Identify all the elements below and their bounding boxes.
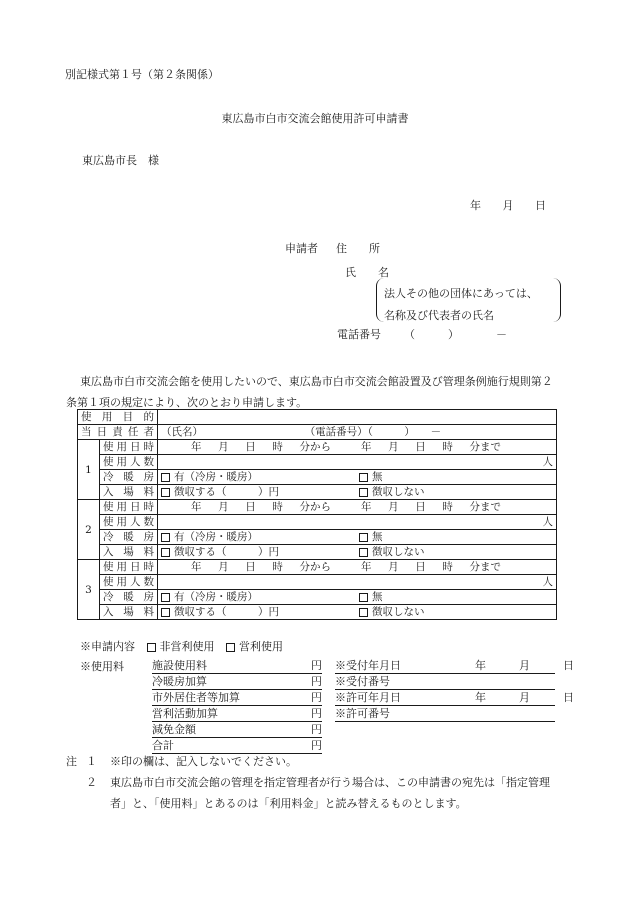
fee-item-label: 減免金額 [152, 723, 196, 736]
fee-unit: 円 [311, 707, 322, 720]
slot-3-datetime-field[interactable] [158, 560, 557, 575]
slot-1-hvac-row [78, 470, 557, 485]
slot-1-from-unit: 分から [299, 441, 331, 453]
slot-2-hvac-row [78, 530, 557, 545]
hvac-no-checkbox[interactable] [359, 533, 368, 542]
fee-unit: 円 [311, 675, 322, 688]
use-people-label: 使用人数 [100, 455, 158, 470]
hvac-no-label: 無 [372, 531, 383, 543]
permit-date-row [335, 690, 574, 706]
slot-3-hvac-row [78, 590, 557, 605]
fee-none-checkbox[interactable] [359, 548, 368, 557]
note-2 [66, 772, 562, 814]
fee-unit: 円 [311, 691, 322, 704]
received-no-label: ※受付番号 [335, 675, 390, 688]
nonprofit-checkbox[interactable] [147, 643, 156, 652]
slot-1-datetime-row [78, 440, 557, 455]
fee-item-label: 施設使用料 [152, 659, 207, 672]
corp-note-line2: 名称及び代表者の氏名 [384, 309, 494, 322]
fee-collect-checkbox[interactable] [161, 548, 170, 557]
use-datetime-label: 使用日時 [100, 440, 158, 455]
slot-3-from-unit: 日 [245, 561, 256, 573]
hvac-label: 冷暖房 [100, 470, 158, 485]
fee-none-checkbox[interactable] [359, 608, 368, 617]
slot-2-from-unit: 分から [299, 501, 331, 513]
slot-2-to-unit: 分まで [469, 501, 501, 513]
manager-phone-label: （電話番号）（ ） － [304, 426, 442, 438]
hvac-no-label: 無 [372, 471, 383, 483]
fee-collect-label: 徴収する（ ）円 [174, 546, 279, 558]
fee-item-label: 市外居住者等加算 [152, 691, 240, 704]
slot-3-from-unit: 月 [218, 561, 229, 573]
slot-3-people-field[interactable]: 人 [158, 575, 557, 590]
form-number: 別記様式第１号（第２条関係） [65, 68, 219, 81]
slot-2-from [161, 500, 331, 514]
note-2-number: ２ [86, 776, 97, 789]
slot-2-people-field[interactable]: 人 [158, 515, 557, 530]
purpose-label: 使用目的 [78, 410, 158, 425]
hvac-no-checkbox[interactable] [359, 473, 368, 482]
manager-name-label: （氏名） [161, 426, 203, 438]
fee-row [152, 674, 322, 690]
slot-2-fee-row [78, 545, 557, 560]
application-table [77, 409, 557, 620]
permit-date-label: ※許可年月日 [335, 691, 401, 704]
date-day: 日 [535, 199, 546, 212]
fee-none-label: 徴収しない [372, 486, 425, 498]
fee-collect-checkbox[interactable] [161, 608, 170, 617]
slot-1-to [331, 440, 501, 454]
nonprofit-label: 非営利使用 [159, 640, 215, 653]
slot-1-from [161, 440, 331, 454]
slot-3-fee-field [158, 605, 557, 620]
slot-2-to-unit: 時 [442, 501, 453, 513]
slot-3-people-row [78, 575, 557, 590]
phone-area-paren: （ ） [404, 328, 459, 341]
notes [66, 751, 562, 814]
received-date-label: ※受付年月日 [335, 659, 401, 672]
slot-1-to-unit: 日 [415, 441, 426, 453]
slot-2-to-unit: 年 [361, 501, 372, 513]
fee-none-checkbox[interactable] [359, 488, 368, 497]
permit-date-ymd: 年 月 日 [475, 691, 574, 704]
slot-2-from-unit: 日 [245, 501, 256, 513]
slot-3-datetime-row [78, 560, 557, 575]
entry-fee-label: 入場料 [100, 485, 158, 500]
slot-1-fee-field [158, 485, 557, 500]
note-2-text: 東広島市白市交流会館の管理を指定管理者が行う場合は、この申請書の宛先は「指定管理者」と、「使用料」とあるのは「利用料金」と読み替えるものとします。 [110, 776, 550, 810]
hvac-yes-checkbox[interactable] [161, 473, 170, 482]
slot-3-from-unit: 年 [191, 561, 202, 573]
received-date-ymd: 年 月 日 [475, 659, 574, 672]
phone-label: 電話番号 [337, 328, 381, 341]
slot-3-fee-row [78, 605, 557, 620]
slot-1-to-unit: 月 [388, 441, 399, 453]
fee-item-label: 冷暖房加算 [152, 675, 207, 688]
slot-3-number: 3 [78, 560, 100, 620]
slot-1-to-unit: 時 [442, 441, 453, 453]
name-label: 氏 名 [345, 266, 389, 279]
note-1-number: １ [86, 755, 97, 768]
application-content [80, 638, 283, 654]
slot-1-from-unit: 月 [218, 441, 229, 453]
applicant-label: 申請者 [285, 242, 318, 255]
slot-3-hvac-field [158, 590, 557, 605]
address-label: 住 所 [336, 242, 380, 255]
slot-2-number: 2 [78, 500, 100, 560]
hvac-label: 冷暖房 [100, 590, 158, 605]
date-month: 月 [502, 199, 514, 212]
addressee: 東広島市長 様 [82, 154, 159, 167]
slot-2-fee-field [158, 545, 557, 560]
phone-dash: － [496, 328, 507, 341]
slot-3-from-unit: 分から [299, 561, 331, 573]
application-content-label: ※申請内容 [80, 640, 135, 653]
fee-none-label: 徴収しない [372, 606, 425, 618]
slot-1-to-unit: 年 [361, 441, 372, 453]
permit-no-row [335, 706, 555, 722]
slot-2-from-unit: 時 [272, 501, 283, 513]
slot-1-people-field[interactable]: 人 [158, 455, 557, 470]
slot-1-number: 1 [78, 440, 100, 500]
slot-1-from-unit: 年 [191, 441, 202, 453]
hvac-no-label: 無 [372, 591, 383, 603]
slot-1-from-unit: 時 [272, 441, 283, 453]
slot-3-from-unit: 時 [272, 561, 283, 573]
hvac-no-checkbox[interactable] [359, 593, 368, 602]
fee-unit: 円 [311, 723, 322, 736]
slot-1-people-row [78, 455, 557, 470]
date-line [470, 197, 564, 213]
form-title: 東広島市白市交流会館使用許可申請書 [221, 112, 409, 125]
slot-2-to-unit: 日 [415, 501, 426, 513]
fee-row [152, 690, 322, 706]
hvac-yes-label: 有（冷房・暖房） [174, 471, 258, 483]
fees-label: ※使用料 [80, 660, 124, 673]
fee-collect-label: 徴収する（ ）円 [174, 606, 279, 618]
slot-1-hvac-field [158, 470, 557, 485]
slot-2-hvac-field [158, 530, 557, 545]
slot-3-to-unit: 日 [415, 561, 426, 573]
permit-no-label: ※許可番号 [335, 707, 390, 720]
hvac-yes-label: 有（冷房・暖房） [174, 591, 258, 603]
slot-3-to [331, 560, 501, 574]
slot-1-datetime-field[interactable] [158, 440, 557, 455]
slot-3-to-unit: 時 [442, 561, 453, 573]
slot-3-to-unit: 月 [388, 561, 399, 573]
slot-2-to-unit: 月 [388, 501, 399, 513]
hvac-yes-checkbox[interactable] [161, 533, 170, 542]
fee-collect-label: 徴収する（ ）円 [174, 486, 279, 498]
received-date-row [335, 658, 574, 674]
slot-2-people-row [78, 515, 557, 530]
manager-row [78, 425, 557, 440]
slot-2-from-unit: 月 [218, 501, 229, 513]
note-1 [66, 751, 562, 772]
received-no-row [335, 674, 555, 690]
fee-row [152, 658, 322, 674]
corp-note [384, 283, 538, 327]
slot-3-from [161, 560, 331, 574]
manager-label: 当日責任者 [78, 425, 158, 440]
use-datetime-label: 使用日時 [100, 560, 158, 575]
slot-3-to-unit: 分まで [469, 561, 501, 573]
entry-fee-label: 入場料 [100, 605, 158, 620]
profit-checkbox[interactable] [226, 643, 235, 652]
profit-label: 営利使用 [239, 640, 283, 653]
purpose-field[interactable] [158, 410, 557, 425]
fee-item-label: 合計 [152, 739, 174, 752]
hvac-yes-label: 有（冷房・暖房） [174, 531, 258, 543]
hvac-yes-checkbox[interactable] [161, 593, 170, 602]
slot-2-datetime-row [78, 500, 557, 515]
slot-3-to-unit: 年 [361, 561, 372, 573]
use-people-label: 使用人数 [100, 515, 158, 530]
intro-text: 東広島市白市交流会館を使用したいので、東広島市白市交流会館設置及び管理条例施行規則第２条第１項の規定により、次のとおり申請します。 [66, 375, 553, 409]
slot-2-datetime-field[interactable] [158, 500, 557, 515]
hvac-label: 冷暖房 [100, 530, 158, 545]
use-datetime-label: 使用日時 [100, 500, 158, 515]
fee-none-label: 徴収しない [372, 546, 425, 558]
date-year: 年 [470, 199, 481, 212]
entry-fee-label: 入場料 [100, 545, 158, 560]
fee-unit: 円 [311, 659, 322, 672]
purpose-row [78, 410, 557, 425]
fee-row [152, 706, 322, 722]
slot-2-to [331, 500, 501, 514]
slot-1-from-unit: 日 [245, 441, 256, 453]
slot-2-from-unit: 年 [191, 501, 202, 513]
use-people-label: 使用人数 [100, 575, 158, 590]
fee-collect-checkbox[interactable] [161, 488, 170, 497]
fee-row [152, 722, 322, 738]
fee-item-label: 営利活動加算 [152, 707, 218, 720]
corp-note-line1: 法人その他の団体にあっては、 [384, 287, 538, 300]
slot-1-to-unit: 分まで [469, 441, 501, 453]
manager-field[interactable] [158, 425, 557, 440]
fee-unit: 円 [311, 739, 322, 752]
slot-1-fee-row [78, 485, 557, 500]
notes-head: 注 [66, 755, 77, 768]
note-1-text: ※印の欄は、記入しないでください。 [110, 755, 297, 768]
